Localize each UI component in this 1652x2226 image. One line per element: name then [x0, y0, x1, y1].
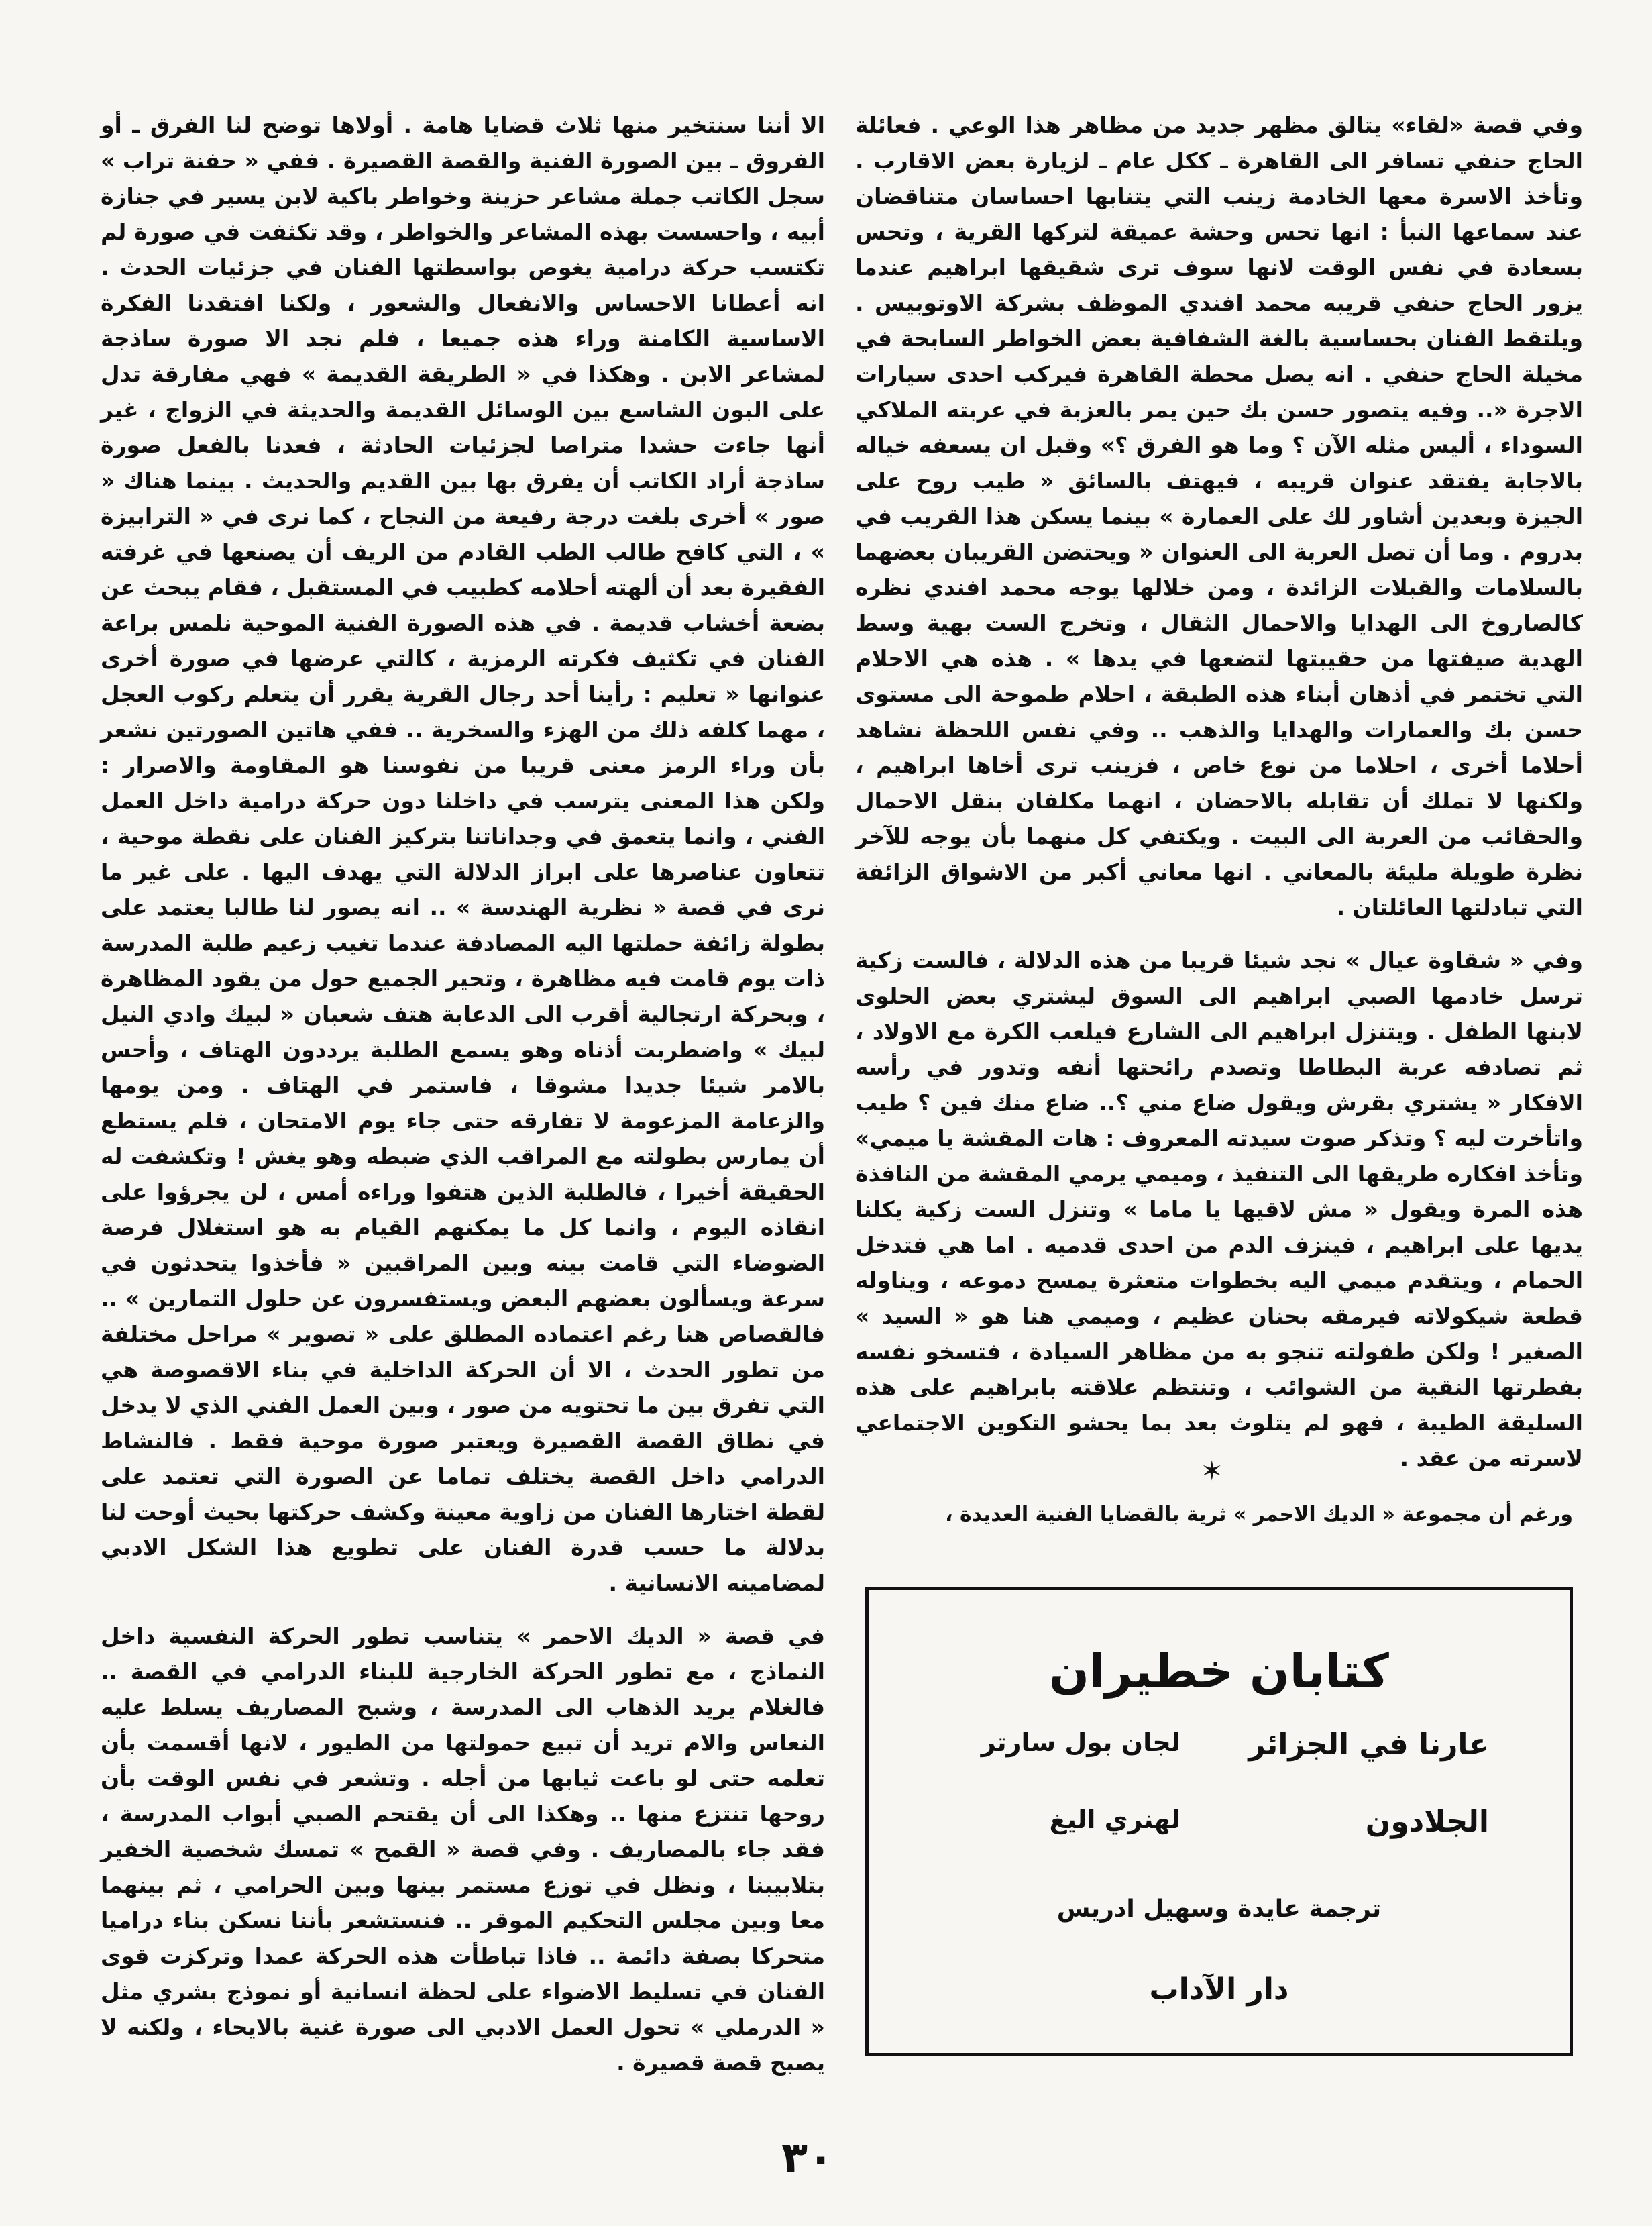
- publisher-name: دار الآداب: [1149, 1972, 1289, 2007]
- translation-credit: ترجمة عايدة وسهيل ادريس: [1056, 1895, 1382, 1923]
- closing-line: ورغم أن مجموعة « الديك الاحمر » ثرية بالقضايا الفنية العديدة ،: [945, 1503, 1573, 1526]
- book-advertisement: [865, 1587, 1573, 2056]
- book-title: الجلادون: [1365, 1805, 1489, 1839]
- book-title: عارنا في الجزائر: [1248, 1728, 1489, 1762]
- article-paragraph: في قصة « الديك الاحمر » يتناسب تطور الحركة النفسية داخل النماذج ، مع تطور الحركة الخارجية للبناء الدرامي في القصة .. فالغلام يريد الذهاب الى المدرسة ، وشبح المصاريف يسلط عليه النعاس والام تريد أن تبيع حمولتها من الطيور ، لانها أقسمت بأن تعلمه حتى لو باعت ثيابها من أجله . وتشعر في نفس الوقت بأن روحها تنتزع منها .. وهكذا الى أن يقتحم الصبي أبواب المدرسة ، فقد جاء بالمصاريف . وفي قصة « القمح » تمسك شخصية الخفير بتلابيبنا ، ونظل في توزع مستمر بينها وبين الحرامي ، ثم بينهما معا وبين مجلس التحكيم الموقر .. فنستشعر بأننا نسكن بناء دراميا متحركا بصفة دائمة .. فاذا تباطأت هذه الحركة عمدا وتركزت قوى الفنان في تسليط الاضواء على لحظة انسانية أو نموذج بشري مثل « الدرملي » تحول العمل الادبي الى صورة غنية بالايحاء ، ولكنه لا يصبح قصة قصيرة .: [101, 1623, 825, 2076]
- article-column-left: [101, 107, 825, 2098]
- article-paragraph: وفي « شقاوة عيال » نجد شيئا قريبا من هذه الدلالة ، فالست زكية ترسل خادمها الصبي ابراهيم الى السوق ليشتري بعض الحلوى لابنها الطفل . ويتنزل ابراهيم الى الشارع فيلعب الكرة مع الاولاد ، ثم تصادفه عربة البطاطا وتصدم رائحتها أنفه وتدور في رأسه الافكار « يشتري بقرش ويقول ضاع مني ؟.. ضاع منك فين ؟ طيب واتأخرت ليه ؟ وتذكر صوت سيدته المعروف : هات المقشة يا ميمي» وتأخذ افكاره طريقها الى التنفيذ ، وميمي يرمي المقشة من النافذة هذه المرة ويقول « مش لاقيها يا ماما » وتنزل الست زكية يكلنا يديها على ابراهيم ، فينزف الدم من احدى قدميه . اما هي فتدخل الحمام ، ويتقدم ميمي اليه بخطوات متعثرة يمسح دموعه ، ويناوله قطعة شيكولاته فيرمقه بحنان عظيم ، وميمي هنا هو « السيد » الصغير ! ولكن طفولته تنجو به من مظاهر السيادة ، فتسخو نفسه بفطرتها النقية من الشوائب ، وتنتظم علاقته بابراهيم على هذه السليقة الطيبة ، فهو لم يتلوث بعد بما يحشو التكوين الاجتماعي لاسرته من عقد .: [855, 947, 1583, 1471]
- book-author: لجان بول سارتر: [981, 1728, 1180, 1757]
- article-column-right: [855, 107, 1583, 1493]
- advertisement-title: كتابان خطيران: [1049, 1644, 1389, 1699]
- article-paragraph: وفي قصة «لقاء» يتالق مظهر جديد من مظاهر هذا الوعي . فعائلة الحاج حنفي تسافر الى القاهرة ـ ككل عام ـ لزيارة بعض الاقارب . وتأخذ الاسرة معها الخادمة زينب التي يتنابها احساسان متناقضان عند سماعها النبأ : انها تحس وحشة عميقة لتركها القرية ، وتحس بسعادة في نفس الوقت لانها سوف ترى شقيقها ابراهيم عندما يزور الحاج حنفي قريبه محمد افندي الموظف بشركة الاوتوبيس . ويلتقط الفنان بحساسية بالغة الشفافية بعض الخواطر السابحة في مخيلة الحاج حنفي . انه يصل محطة القاهرة فيركب احدى سيارات الاجرة «.. وفيه يتصور حسن بك حين يمر بالعزبة في عربته الملاكي السوداء ، أليس مثله الآن ؟ وما هو الفرق ؟» وقبل ان يسعفه خياله بالاجابة يفتقد عنوان قريبه ، فيهتف بالسائق « طيب روح على الجيزة وبعدين أشاور لك على العمارة » بينما يسكن هذا القريب في بدروم . وما أن تصل العربة الى العنوان « ويحتضن القريبان بعضهما بالسلامات والقبلات الزائدة ، ومن خلالها يوجه محمد افندي نظره كالصاروخ الى الهدايا والاحمال الثقال ، وتخرج الست بهية وسط الهدية صيفتها من حقيبتها لتضعها في يدها » . هذه هي الاحلام التي تختمر في أذهان أبناء هذه الطبقة ، احلام طموحة الى مستوى حسن بك والعمارات والهدايا والذهب .. وفي نفس اللحظة نشاهد أحلاما أخرى ، احلاما من نوع خاص ، فزينب ترى أخاها ابراهيم ، ولكنها لا تملك أن تقابله بالاحضان ، انهما مكلفان بنقل الاحمال والحقائب من العربة الى البيت . ويكتفي كل منهما بأن يوجه للآخر نظرة طويلة مليئة بالمعاني . انها معاني أكبر من الاشواق الزائفة التي تبادلتها العائلتان .: [855, 112, 1583, 920]
- page-number: ٣٠: [781, 2133, 834, 2183]
- book-author: لهنري اليغ: [1049, 1805, 1180, 1834]
- section-divider-star-icon: ✶: [1201, 1456, 1223, 1487]
- article-paragraph: الا أننا سنتخير منها ثلاث قضايا هامة . أولاها توضح لنا الفرق ـ أو الفروق ـ بين الصورة الفنية والقصة القصيرة . ففي « حفنة تراب » سجل الكاتب جملة مشاعر حزينة وخواطر باكية لابن يسير في جنازة أبيه ، واحسست بهذه المشاعر والخواطر ، وقد تكثفت في صورة لم تكتسب حركة درامية يغوص بواسطتها الفنان في جزئيات الحدث . انه أعطانا الاحساس والانفعال والشعور ، ولكنا افتقدنا الفكرة الاساسية الكامنة وراء هذه جميعا ، فلم نجد الا صورة ساذجة لمشاعر الابن . وهكذا في « الطريقة القديمة » فهي مفارقة تدل على البون الشاسع بين الوسائل القديمة والحديثة في الزواج ، غير أنها جاءت حشدا متراصا لجزئيات الحادثة ، فعدنا بالفعل صورة ساذجة أراد الكاتب أن يفرق بها بين القديم والحديث . بينما هناك « صور » أخرى بلغت درجة رفيعة من النجاح ، كما نرى في « الترابيزة » ، التي كافح طالب الطب القادم من الريف أن يصنعها في غرفته الفقيرة بعد أن ألهته أحلامه كطبيب في المستقبل ، فقام يبحث عن بضعة أخشاب قديمة . في هذه الصورة الفنية الموحية نلمس براعة الفنان في تكثيف فكرته الرمزية ، كالتي عرضها في صورة أخرى عنوانها « تعليم : رأينا أحد رجال القرية يقرر أن يتعلم ركوب العجل ، مهما كلفه ذلك من الهزء والسخرية .. ففي هاتين الصورتين نشعر بأن وراء الرمز معنى قريبا من نفوسنا هو المقاومة والاصرار : ولكن هذا المعنى يترسب في داخلنا دون حركة درامية داخل العمل الفني ، وانما يتعمق في وجداناتنا بتركيز الفنان على نقطة موحية ، تتعاون عناصرها على ابراز الدلالة التي يهدف اليها . على غير ما نرى في قصة « نظرية الهندسة » .. انه يصور لنا طالبا يعتمد على بطولة زائفة حملتها اليه المصادفة عندما تغيب زعيم طلبة المدرسة ذات يوم قامت فيه مظاهرة ، وتحير الجميع حول من يقود المظاهرة ، وبحركة ارتجالية أقرب الى الدعابة هتف شعبان « لبيك وادي النيل لبيك » واضطربت أذناه وهو يسمع الطلبة يرددون الهتاف ، وأحس بالامر شيئا جديدا مشوقا ، فاستمر في الهتاف . ومن يومها والزعامة المزعومة لا تفارقه حتى جاء يوم الامتحان ، فلم يستطع أن يمارس بطولته مع المراقب الذي ضبطه وهو يغش ! وتكشفت له الحقيقة أخيرا ، فالطلبة الذين هتفوا وراءه أمس ، لن يجرؤوا على انقاذه اليوم ، وانما كل ما يمكنهم القيام به هو استغلال فرصة الضوضاء التي قامت بينه وبين المراقبين « فأخذوا يتحدثون في سرعة ويسألون بعضهم البعض ويستفسرون عن حلول التمارين » .. فالقصاص هنا رغم اعتماده المطلق على « تصوير » مراحل مختلفة من تطور الحدث ، الا أن الحركة الداخلية في بناء الاقصوصة هي التي تفرق بين ما تحتويه من صور ، وبين العمل الفني الذي لا يدخل في نطاق القصة القصيرة ويعتبر صورة موحية فقط . فالنشاط الدرامي داخل القصة يختلف تماما عن الصورة التي تعتمد على لقطة اختارها الفنان من زاوية معينة وكشف حركتها بحيث أوحت لنا بدلالة ما حسب قدرة الفنان على تطويع هذا الشكل الادبي لمضامينه الانسانية .: [101, 112, 825, 1596]
